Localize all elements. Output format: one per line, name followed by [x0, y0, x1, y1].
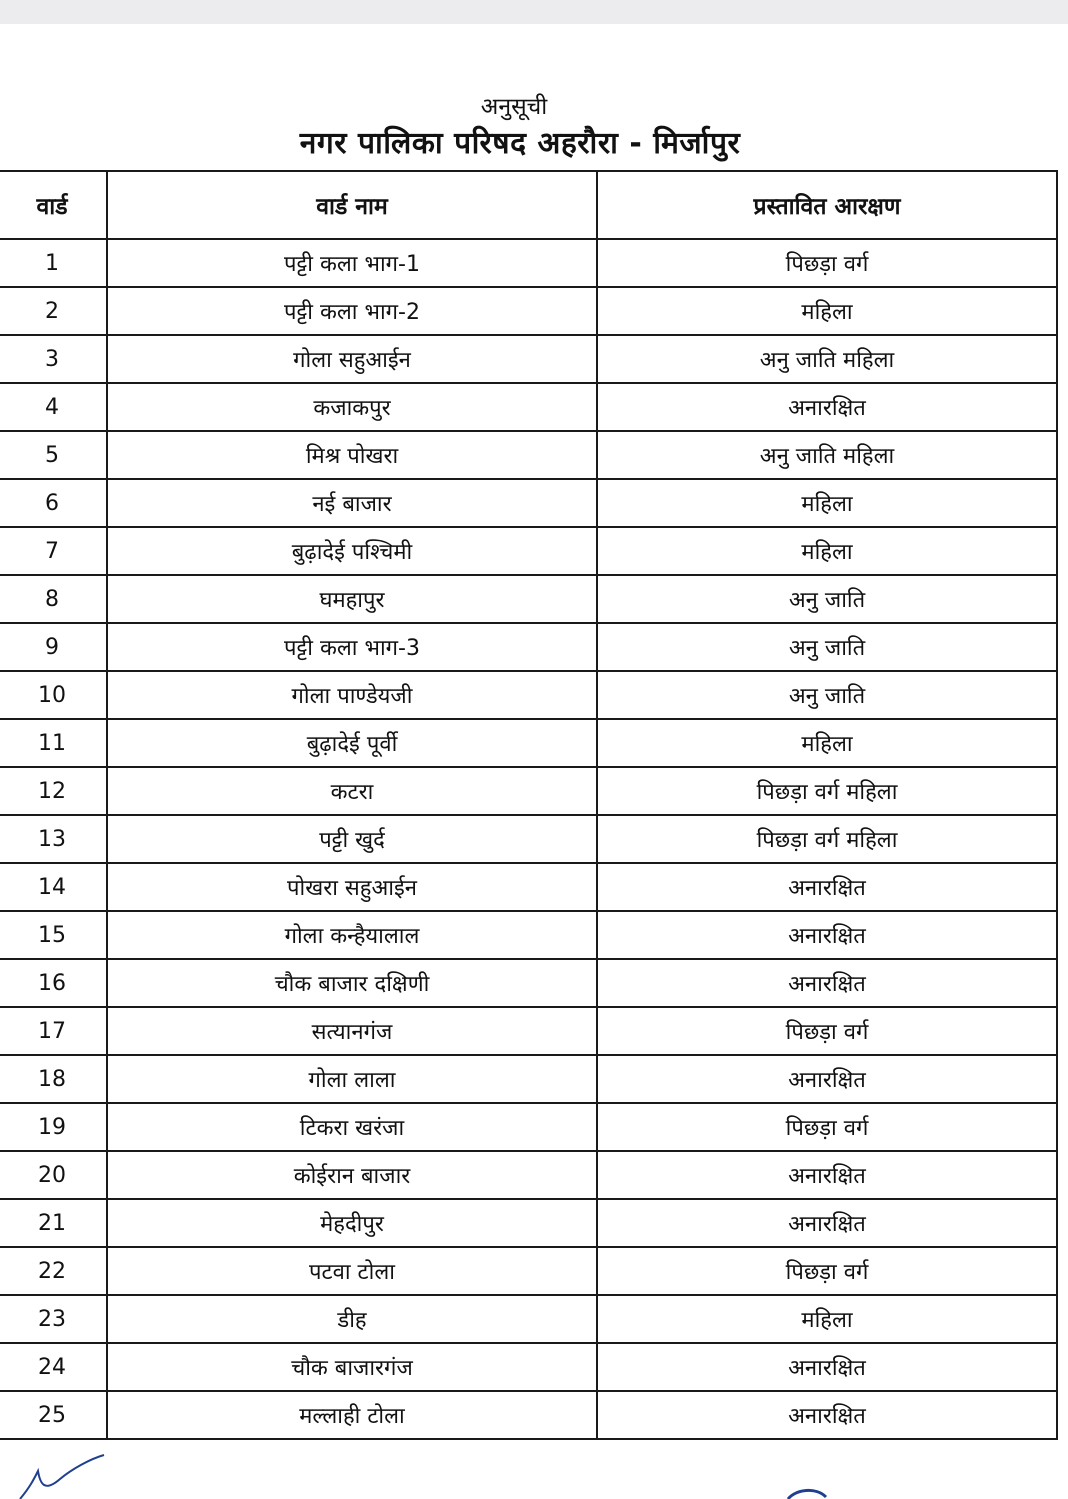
ward-number-cell: 10	[0, 671, 107, 719]
ward-number-cell: 1	[0, 239, 107, 287]
ward-number-cell: 5	[0, 431, 107, 479]
table-body	[0, 239, 1057, 1439]
reservation-cell: महिला	[597, 287, 1057, 335]
ward-name-cell: कटरा	[107, 767, 597, 815]
table-row	[0, 1007, 1057, 1055]
ward-name-cell: मिश्र पोखरा	[107, 431, 597, 479]
ward-name-cell: पटवा टोला	[107, 1247, 597, 1295]
table-row	[0, 575, 1057, 623]
ward-number-cell: 18	[0, 1055, 107, 1103]
ward-number-cell: 25	[0, 1391, 107, 1439]
ward-name-cell: गोला लाला	[107, 1055, 597, 1103]
reservation-cell: अनु जाति	[597, 671, 1057, 719]
ward-number-cell: 13	[0, 815, 107, 863]
ward-reservation-table	[0, 170, 1058, 1440]
ward-name-cell: मल्लाही टोला	[107, 1391, 597, 1439]
reservation-cell: पिछड़ा वर्ग	[597, 239, 1057, 287]
ward-number-cell: 2	[0, 287, 107, 335]
reservation-cell: अनारक्षित	[597, 911, 1057, 959]
ward-number-cell: 7	[0, 527, 107, 575]
table-row	[0, 527, 1057, 575]
reservation-cell: अनु जाति	[597, 623, 1057, 671]
ward-name-cell: बुढ़ादेई पूर्वी	[107, 719, 597, 767]
ward-name-cell: पट्टी कला भाग-1	[107, 239, 597, 287]
table-row	[0, 383, 1057, 431]
reservation-cell: अनु जाति महिला	[597, 431, 1057, 479]
column-header-reservation: प्रस्तावित आरक्षण	[597, 171, 1057, 239]
table-header-row	[0, 171, 1057, 239]
table-row	[0, 623, 1057, 671]
column-header-ward: वार्ड	[0, 171, 107, 239]
reservation-cell: अनारक्षित	[597, 383, 1057, 431]
top-margin-band	[0, 0, 1068, 24]
table-row	[0, 959, 1057, 1007]
reservation-cell: पिछड़ा वर्ग महिला	[597, 815, 1057, 863]
ward-number-cell: 21	[0, 1199, 107, 1247]
ward-name-cell: डीह	[107, 1295, 597, 1343]
table-row	[0, 431, 1057, 479]
table-row	[0, 287, 1057, 335]
ward-name-cell: चौक बाजारगंज	[107, 1343, 597, 1391]
ward-number-cell: 11	[0, 719, 107, 767]
ward-name-cell: गोला कन्हैयालाल	[107, 911, 597, 959]
document-title: नगर पालिका परिषद अहरौरा - मिर्जापुर	[299, 126, 741, 161]
table-row	[0, 1343, 1057, 1391]
ward-name-cell: पट्टी खुर्द	[107, 815, 597, 863]
table-row	[0, 335, 1057, 383]
ward-name-cell: चौक बाजार दक्षिणी	[107, 959, 597, 1007]
table-row	[0, 863, 1057, 911]
ward-name-cell: पट्टी कला भाग-2	[107, 287, 597, 335]
ward-name-cell: टिकरा खरंजा	[107, 1103, 597, 1151]
ward-number-cell: 6	[0, 479, 107, 527]
table-row	[0, 815, 1057, 863]
reservation-cell: महिला	[597, 527, 1057, 575]
column-header-ward-name: वार्ड नाम	[107, 171, 597, 239]
table-row	[0, 671, 1057, 719]
table-row	[0, 1151, 1057, 1199]
reservation-cell: पिछड़ा वर्ग	[597, 1247, 1057, 1295]
table-row	[0, 239, 1057, 287]
ward-name-cell: नई बाजार	[107, 479, 597, 527]
reservation-cell: अनारक्षित	[597, 863, 1057, 911]
ward-number-cell: 17	[0, 1007, 107, 1055]
ward-name-cell: सत्यानगंज	[107, 1007, 597, 1055]
ward-name-cell: कोईरान बाजार	[107, 1151, 597, 1199]
reservation-cell: महिला	[597, 1295, 1057, 1343]
reservation-cell: अनारक्षित	[597, 1055, 1057, 1103]
ward-number-cell: 19	[0, 1103, 107, 1151]
ward-number-cell: 14	[0, 863, 107, 911]
table-row	[0, 1295, 1057, 1343]
reservation-cell: अनारक्षित	[597, 1199, 1057, 1247]
table-row	[0, 479, 1057, 527]
ward-number-cell: 24	[0, 1343, 107, 1391]
table-row	[0, 767, 1057, 815]
ward-name-cell: पोखरा सहुआईन	[107, 863, 597, 911]
reservation-cell: अनारक्षित	[597, 959, 1057, 1007]
reservation-cell: अनारक्षित	[597, 1343, 1057, 1391]
table-row	[0, 1391, 1057, 1439]
reservation-cell: महिला	[597, 479, 1057, 527]
ward-number-cell: 15	[0, 911, 107, 959]
reservation-cell: पिछड़ा वर्ग महिला	[597, 767, 1057, 815]
ward-name-cell: कजाकपुर	[107, 383, 597, 431]
reservation-cell: महिला	[597, 719, 1057, 767]
reservation-cell: पिछड़ा वर्ग	[597, 1103, 1057, 1151]
ward-number-cell: 16	[0, 959, 107, 1007]
reservation-cell: पिछड़ा वर्ग	[597, 1007, 1057, 1055]
ward-number-cell: 12	[0, 767, 107, 815]
ward-number-cell: 9	[0, 623, 107, 671]
table-row	[0, 1055, 1057, 1103]
ward-number-cell: 22	[0, 1247, 107, 1295]
signature-mark-left	[0, 1449, 120, 1499]
ward-name-cell: गोला पाण्डेयजी	[107, 671, 597, 719]
schedule-label: अनुसूची	[480, 94, 548, 120]
ward-name-cell: बुढ़ादेई पश्चिमी	[107, 527, 597, 575]
reservation-cell: अनारक्षित	[597, 1391, 1057, 1439]
reservation-cell: अनारक्षित	[597, 1151, 1057, 1199]
ward-number-cell: 4	[0, 383, 107, 431]
reservation-cell: अनु जाति	[597, 575, 1057, 623]
ward-number-cell: 23	[0, 1295, 107, 1343]
table-row	[0, 911, 1057, 959]
ward-number-cell: 20	[0, 1151, 107, 1199]
signature-mark-right	[770, 1485, 850, 1499]
ward-name-cell: मेहदीपुर	[107, 1199, 597, 1247]
table-row	[0, 1247, 1057, 1295]
ward-number-cell: 3	[0, 335, 107, 383]
ward-name-cell: पट्टी कला भाग-3	[107, 623, 597, 671]
ward-number-cell: 8	[0, 575, 107, 623]
ward-name-cell: गोला सहुआईन	[107, 335, 597, 383]
ward-name-cell: घमहापुर	[107, 575, 597, 623]
table-row	[0, 1199, 1057, 1247]
reservation-cell: अनु जाति महिला	[597, 335, 1057, 383]
table-row	[0, 1103, 1057, 1151]
table-row	[0, 719, 1057, 767]
